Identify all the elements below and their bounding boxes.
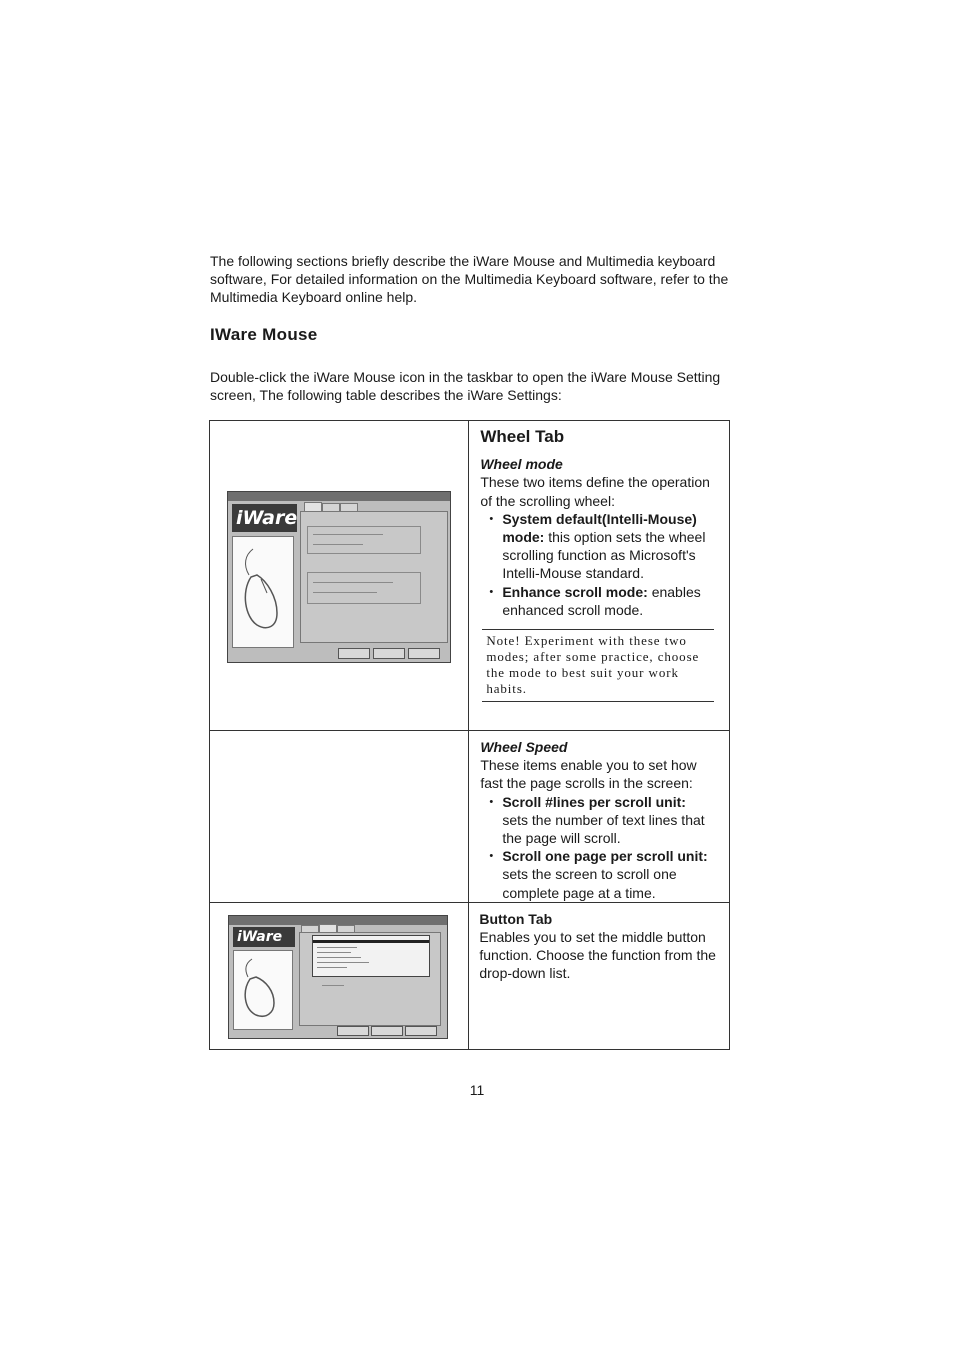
table-row [210,421,730,731]
wheel-mode-group [307,526,421,554]
settings-panel [300,511,448,643]
wheel-mode-description: These two items define the operation of the scrolling wheel: [480,474,710,509]
section-heading: IWare Mouse [210,325,318,344]
intro-paragraph: The following sections briefly describe the iWare Mouse and Multimedia keyboard software, For detailed information on the Multimedia Keyboard software, refer to the Multimedia Keyboard online help. [210,253,729,305]
list-item: • Enhance scroll mode: enables enhanced scroll mode. [480,583,723,619]
button-tab-description: Enables you to set the middle button function. Choose the function from the drop-down list. [479,929,716,982]
list-item: • Scroll #lines per scroll unit: sets the number of text lines that the page will scroll. [480,793,723,848]
wheel-tab-description-cell [469,421,730,731]
button-tab-screenshot [228,915,448,1039]
wheel-speed-list [480,793,723,902]
cancel-button[interactable] [373,648,405,659]
screenshot-titlebar [228,492,450,501]
wheel-tab-screenshot [227,491,451,663]
button-tab-description-cell [469,902,730,1049]
ok-button[interactable] [338,648,370,659]
mouse-icon [234,951,292,1029]
iware-logo: iWare [232,504,297,532]
page-number: 11 [469,1082,485,1098]
settings-table [209,420,730,1050]
mouse-icon [233,537,293,647]
wheel-speed-description-cell [469,731,730,903]
table-row [210,902,730,1049]
wheel-speed-group [307,572,421,604]
button-tab-screenshot-cell [210,902,469,1049]
wheel-speed-title: Wheel Speed [480,739,568,755]
settings-panel [299,932,441,1026]
button-tab-title: Button Tab [479,910,553,927]
note-box: Note! Experiment with these two modes; after some practice, choose the mode to best suit your work habits. [482,629,714,702]
wheel-mode-title: Wheel mode [480,456,563,473]
list-item: • System default(Intelli-Mouse) mode: this option sets the wheel scrolling function as Microsoft's Intelli-Mouse standard. [480,510,723,583]
apply-button[interactable] [405,1026,437,1036]
wheel-speed-description: These items enable you to set how fast the page scrolls in the screen: [480,757,697,792]
apply-button[interactable] [408,648,440,659]
wheel-mode-list [480,510,723,619]
iware-logo: iWare [233,927,295,947]
cancel-button[interactable] [371,1026,403,1036]
list-item: • Scroll one page per scroll unit: sets the screen to scroll one complete page at a time. [480,847,723,902]
mouse-image-pane [232,536,294,648]
instructions-paragraph: Double-click the iWare Mouse icon in the taskbar to open the iWare Mouse Setting screen, The following table describes the iWare Settings: [210,369,721,403]
empty-cell [210,731,469,903]
table-row [210,731,730,903]
ok-button[interactable] [337,1026,369,1036]
wheel-tab-title: Wheel Tab [480,427,565,446]
wheel-tab-screenshot-cell [210,421,469,731]
screenshot-titlebar [229,916,447,925]
function-dropdown-list[interactable] [312,935,430,977]
mouse-image-pane [233,950,293,1030]
